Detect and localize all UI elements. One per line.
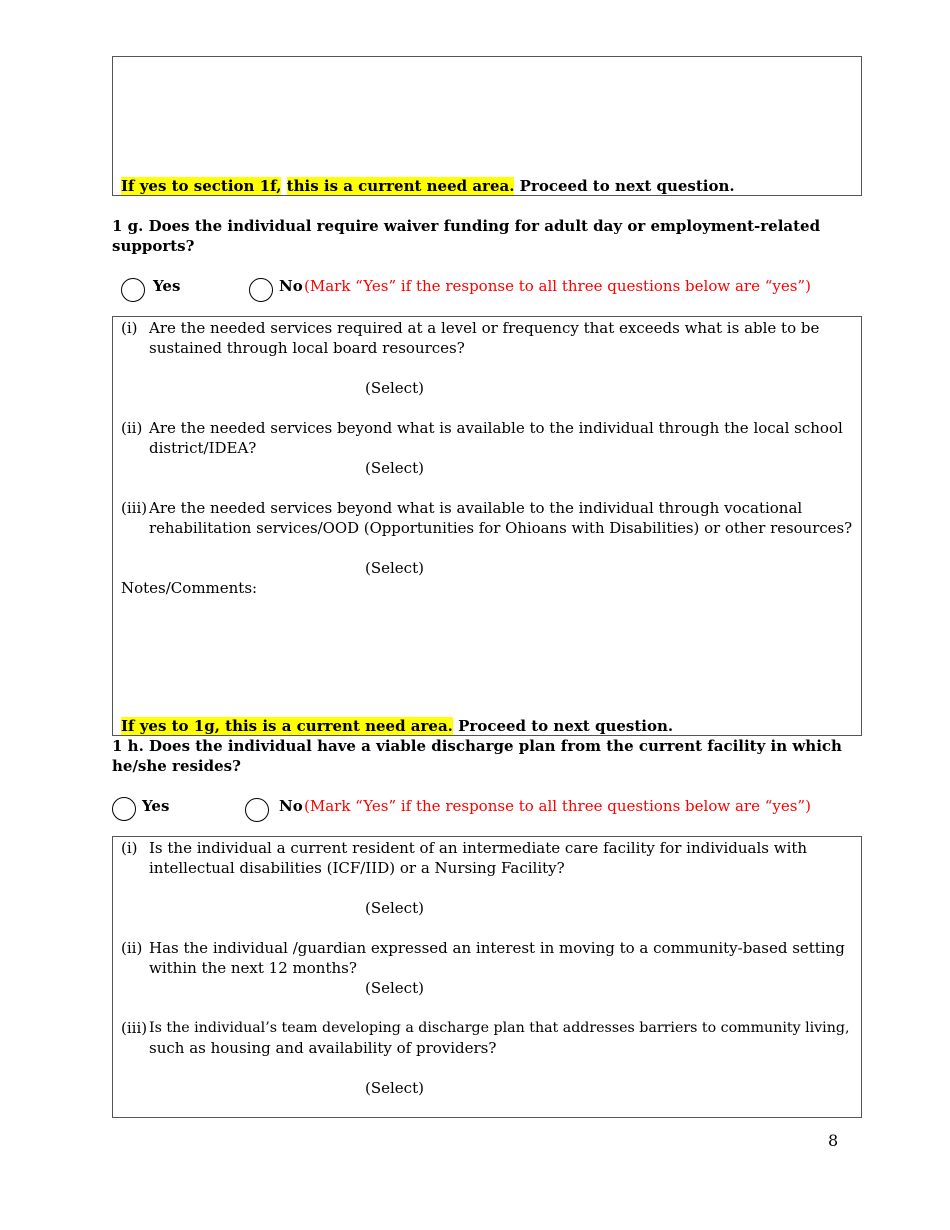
q1h-title-line1: 1 h. Does the individual have a viable discharge plan from the current facility in which	[112, 737, 842, 755]
q1h-instruction: (Mark “Yes” if the response to all three questions below are “yes”)	[304, 797, 811, 815]
section-1f-footer-highlight-b: this is a current need area.	[286, 177, 515, 195]
q1g-yes-radio[interactable]	[121, 278, 145, 302]
q1g-title-line2: supports?	[112, 237, 195, 255]
q1g-item-ii-text-line2: district/IDEA?	[149, 439, 257, 457]
q1h-item-i-number: (i)	[121, 839, 138, 857]
q1g-item-iii-select[interactable]: (Select)	[365, 559, 424, 577]
q1g-item-iii-number: (iii)	[121, 499, 148, 517]
q1h-item-ii-text-line2: within the next 12 months?	[149, 959, 357, 977]
q1h-item-i-text-line1: Is the individual a current resident of an intermediate care facility for individuals with	[149, 839, 808, 857]
q1g-notes-label: Notes/Comments:	[121, 579, 258, 597]
section-1f-footer	[121, 176, 735, 196]
q1h-subquestions-box	[112, 836, 862, 1118]
q1h-yes-radio[interactable]	[112, 797, 136, 821]
q1g-item-iii-text-line2: rehabilitation services/OOD (Opportunities for Ohioans with Disabilities) or other resources?	[149, 519, 853, 537]
q1h-item-iii-select[interactable]: (Select)	[365, 1079, 424, 1097]
q1h-item-i-text-line2: intellectual disabilities (ICF/IID) or a Nursing Facility?	[149, 859, 565, 877]
q1g-notes-area[interactable]	[121, 600, 851, 710]
q1h-item-ii-text-line1: Has the individual /guardian expressed an interest in moving to a community-based setting	[149, 939, 845, 957]
q1g-footer	[121, 716, 673, 736]
q1g-item-ii-text-line1: Are the needed services beyond what is available to the individual through the local school	[149, 419, 843, 437]
q1h-item-iii-text-line1: Is the individual’s team developing a discharge plan that addresses barriers to community living,	[149, 1020, 850, 1036]
q1h-item-iii-number: (iii)	[121, 1019, 148, 1037]
q1g-item-ii-number: (ii)	[121, 419, 143, 437]
q1h-item-ii-select[interactable]: (Select)	[365, 979, 424, 997]
q1h-title-line2: he/she resides?	[112, 757, 241, 775]
q1g-item-i-select[interactable]: (Select)	[365, 379, 424, 397]
q1g-item-ii-select[interactable]: (Select)	[365, 459, 424, 477]
q1g-footer-proceed: Proceed to next question.	[458, 717, 674, 735]
q1h-yes-label: Yes	[142, 797, 170, 815]
section-1f-footer-proceed: Proceed to next question.	[519, 177, 735, 195]
q1g-title-line1: 1 g. Does the individual require waiver funding for adult day or employment-related	[112, 217, 821, 235]
q1h-no-label: No	[279, 797, 303, 815]
q1g-item-i-text-line2: sustained through local board resources?	[149, 339, 465, 357]
q1h-item-i-select[interactable]: (Select)	[365, 899, 424, 917]
q1h-item-iii-text-line2: such as housing and availability of providers?	[149, 1039, 497, 1057]
q1g-item-i-text-line1: Are the needed services required at a level or frequency that exceeds what is able to be	[149, 319, 820, 337]
section-1f-footer-highlight-a: If yes to section 1f,	[121, 177, 282, 195]
q1g-item-i-number: (i)	[121, 319, 138, 337]
q1h-no-radio[interactable]	[245, 798, 269, 822]
q1g-yes-label: Yes	[153, 277, 181, 295]
q1g-no-label: No	[279, 277, 303, 295]
section-1f-box	[112, 56, 862, 196]
q1h-item-ii-number: (ii)	[121, 939, 143, 957]
q1g-item-iii-text-line1: Are the needed services beyond what is available to the individual through vocational	[149, 499, 803, 517]
page-number: 8	[828, 1131, 839, 1150]
q1g-instruction: (Mark “Yes” if the response to all three questions below are “yes”)	[304, 277, 811, 295]
q1g-footer-highlight: If yes to 1g, this is a current need area.	[121, 717, 453, 735]
q1g-no-radio[interactable]	[249, 278, 273, 302]
q1g-subquestions-box	[112, 316, 862, 736]
